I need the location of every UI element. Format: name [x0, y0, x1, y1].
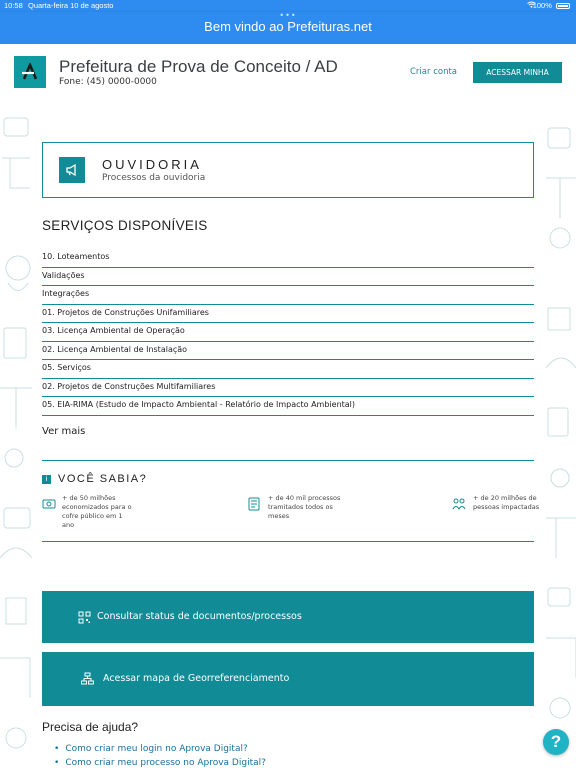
org-phone: Fone: (45) 0000-0000: [59, 77, 157, 87]
nav-bar: [0, 12, 576, 44]
site-header: [0, 44, 576, 98]
consultar-status-label: Consultar status de documentos/processos: [97, 611, 302, 622]
service-item[interactable]: 02. Projetos de Construções Multifamiliares: [42, 379, 534, 398]
battery-icon: [556, 3, 570, 9]
help-link-text: Como criar meu login no Aprova Digital?: [65, 744, 248, 754]
help-link-processo[interactable]: [54, 758, 266, 768]
multitask-dots-icon[interactable]: •••: [279, 11, 297, 20]
help-link-text: Como criar meu processo no Aprova Digital?: [65, 758, 266, 768]
criar-conta-link[interactable]: Criar conta: [410, 67, 457, 77]
people-icon: [452, 497, 466, 511]
service-item[interactable]: Integrações: [42, 286, 534, 305]
fact-savings: [62, 494, 132, 530]
service-item[interactable]: 03. Licença Ambiental de Operação: [42, 323, 534, 342]
consultar-status-button[interactable]: [42, 591, 534, 643]
ouvidoria-card[interactable]: [42, 142, 534, 198]
help-link-login[interactable]: [54, 744, 248, 754]
acessar-conta-button[interactable]: ACESSAR MINHA CONTA: [473, 62, 562, 83]
megaphone-icon: [59, 157, 85, 183]
service-list: [42, 249, 534, 416]
fact-people: [473, 494, 539, 512]
status-time: 10:58: [4, 1, 23, 10]
document-icon: [247, 497, 261, 511]
network-icon: [81, 672, 94, 685]
fact-text: tramitados todos os: [268, 503, 333, 511]
georreferenciamento-button[interactable]: [42, 652, 534, 706]
fact-text: cofre público em 1: [62, 512, 123, 520]
money-icon: [42, 497, 56, 511]
service-item[interactable]: 05. Serviços: [42, 360, 534, 379]
service-item[interactable]: 05. EIA-RIMA (Estudo de Impacto Ambiental - Relatório de Impacto Ambiental): [42, 397, 534, 416]
fact-processes: [268, 494, 340, 521]
fact-text: ano: [62, 521, 75, 529]
georreferenciamento-label: Acessar mapa de Georreferenciamento: [103, 673, 290, 684]
help-title: Precisa de ajuda?: [42, 720, 139, 734]
ouvidoria-title: OUVIDORIA: [102, 157, 202, 172]
battery-text: 100%: [532, 1, 552, 10]
divider: [42, 460, 534, 461]
logo-a-icon: [21, 63, 39, 81]
fact-text: meses: [268, 512, 290, 520]
bullet-icon: •: [54, 744, 60, 754]
service-item[interactable]: 02. Licença Ambiental de Instalação: [42, 342, 534, 361]
service-item[interactable]: Validações: [42, 268, 534, 287]
services-title: SERVIÇOS DISPONÍVEIS: [42, 218, 208, 233]
fact-text: economizados para o: [62, 503, 132, 511]
help-fab-button[interactable]: ?: [543, 729, 569, 755]
fact-text: + de 50 milhões: [62, 494, 116, 502]
divider: [42, 541, 534, 542]
bullet-icon: •: [54, 758, 60, 768]
fact-text: pessoas impactadas: [473, 503, 540, 511]
ouvidoria-subtitle: Processos da ouvidoria: [102, 173, 206, 183]
fact-text: + de 20 milhões de: [473, 494, 537, 502]
org-name: Prefeitura de Prova de Conceito / AD: [59, 57, 338, 76]
fact-text: + de 40 mil processos: [268, 494, 341, 502]
info-icon: i: [42, 475, 51, 484]
nav-title: Bem vindo ao Prefeituras.net: [204, 19, 372, 34]
voce-sabia-title: VOCÊ SABIA?: [58, 473, 148, 485]
ver-mais-link[interactable]: Ver mais: [42, 426, 86, 437]
qr-code-icon: [78, 611, 91, 624]
status-date: Quarta-feira 10 de agosto: [28, 1, 114, 10]
service-item[interactable]: 01. Projetos de Construções Unifamiliares: [42, 305, 534, 324]
logo[interactable]: [14, 56, 46, 88]
service-item[interactable]: 10. Loteamentos: [42, 249, 534, 268]
battery-indicator: [533, 1, 570, 10]
